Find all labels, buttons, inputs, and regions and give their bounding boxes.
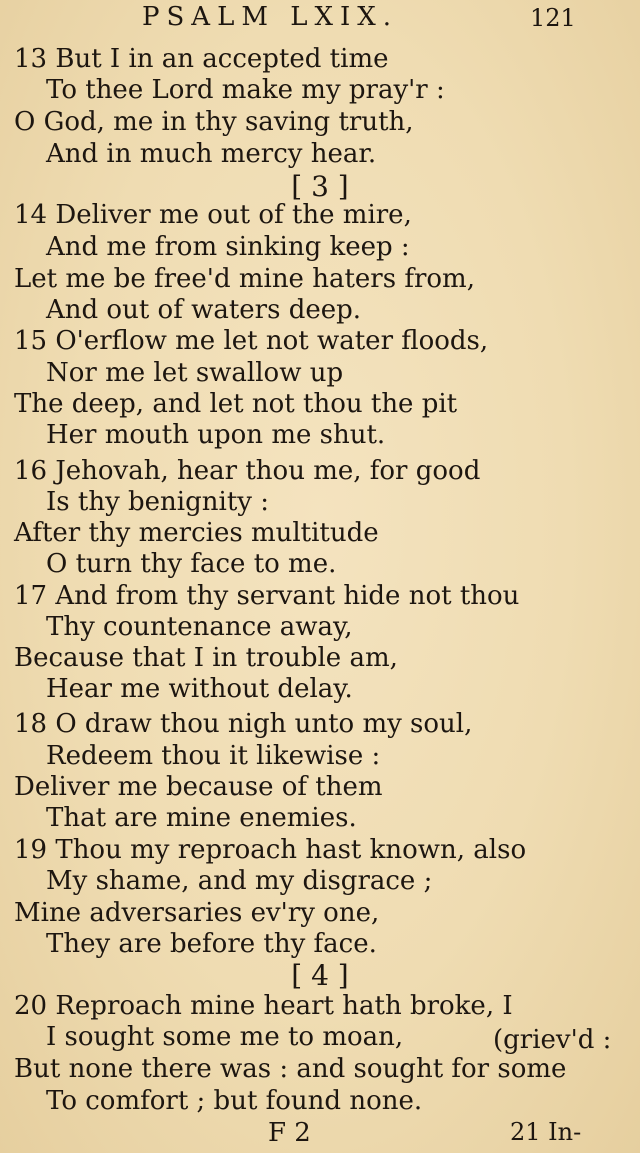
verse-line: To comfort ; but found none.	[46, 1086, 423, 1116]
verse-line: Thy countenance away,	[46, 612, 353, 642]
verse-line: 19 Thou my reproach hast known, also	[14, 835, 527, 865]
verse-line: O God, me in thy saving truth,	[14, 107, 414, 137]
verse-line: The deep, and let not thou the pit	[14, 389, 458, 419]
verse-line: Hear me without delay.	[46, 674, 353, 704]
verse-line: 13 But I in an accepted time	[14, 44, 389, 74]
verse-line: Because that I in trouble am,	[14, 643, 398, 673]
verse-line: Mine adversaries ev'ry one,	[14, 898, 380, 928]
verse-line: My shame, and my disgrace ;	[46, 866, 433, 896]
catchword: 21 In-	[510, 1118, 582, 1146]
verse-line: But none there was : and sought for some	[14, 1054, 567, 1084]
verse-line: I sought some me to moan,	[46, 1022, 404, 1052]
verse-line: Her mouth upon me shut.	[46, 420, 386, 450]
section-number: [ 3 ]	[291, 170, 349, 203]
verse-line: 18 O draw thou nigh unto my soul,	[14, 709, 473, 739]
section-number: [ 4 ]	[291, 959, 349, 992]
page-number: 121	[530, 4, 576, 32]
verse-line: And out of waters deep.	[46, 295, 362, 325]
verse-line: 14 Deliver me out of the mire,	[14, 200, 412, 230]
verse-line: Nor me let swallow up	[46, 358, 344, 388]
running-head-title: PSALM LXIX.	[142, 2, 399, 32]
signature-mark: F 2	[268, 1118, 311, 1148]
verse-line: After thy mercies multitude	[14, 518, 379, 548]
verse-line: That are mine enemies.	[46, 803, 357, 833]
verse-line: O turn thy face to me.	[46, 549, 337, 579]
verse-line: 17 And from thy servant hide not thou	[14, 581, 520, 611]
verse-line: 15 O'erflow me let not water floods,	[14, 326, 489, 356]
verse-line: They are before thy face.	[46, 929, 377, 959]
turnover-word: (griev'd :	[493, 1025, 612, 1055]
verse-line: And in much mercy hear.	[46, 139, 377, 169]
verse-line: And me from sinking keep :	[46, 232, 410, 262]
verse-line: 16 Jehovah, hear thou me, for good	[14, 456, 481, 486]
verse-line: 20 Reproach mine heart hath broke, I	[14, 991, 513, 1021]
verse-line: To thee Lord make my pray'r :	[46, 75, 445, 105]
verse-line: Is thy benignity :	[46, 487, 269, 517]
verse-line: Redeem thou it likewise :	[46, 741, 381, 771]
verse-line: Let me be free'd mine haters from,	[14, 264, 475, 294]
verse-line: Deliver me because of them	[14, 772, 383, 802]
